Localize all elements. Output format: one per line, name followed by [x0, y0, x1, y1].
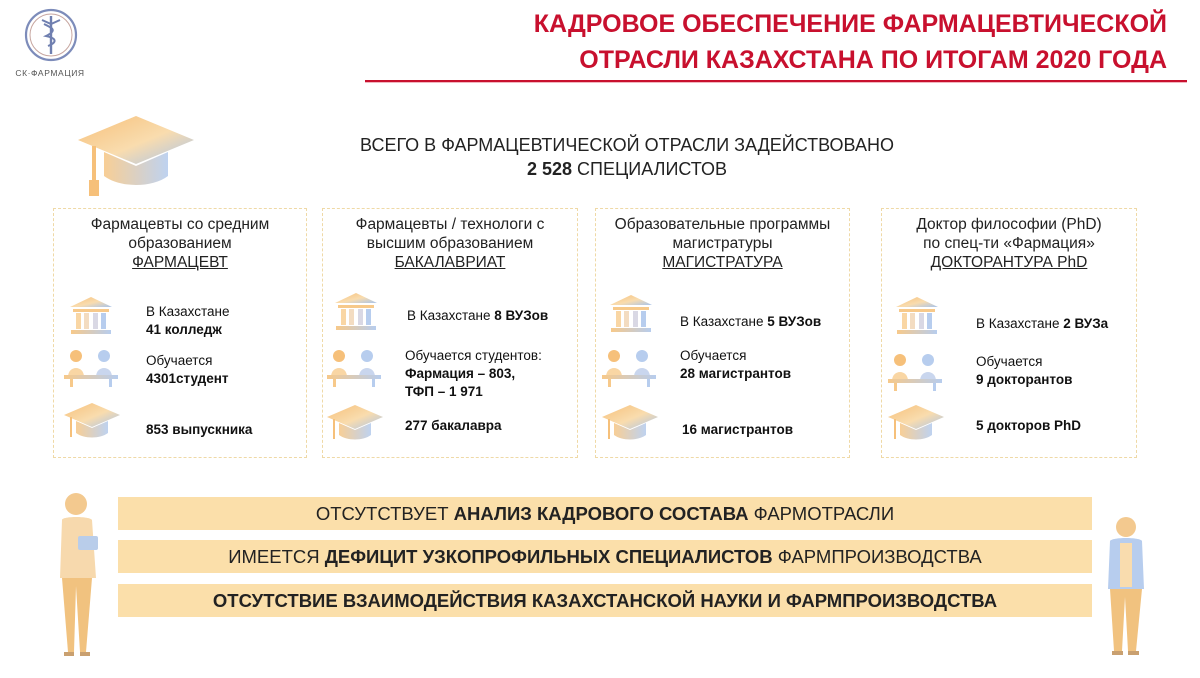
graduates-value: 5 докторов PhD — [976, 418, 1082, 433]
card-header-line2: магистратуры — [672, 235, 773, 252]
card-level: МАГИСТРАТУРА — [662, 254, 783, 271]
total-line1: ВСЕГО В ФАРМАЦЕВТИЧЕСКОЙ ОТРАСЛИ ЗАДЕЙСТВОВАНО — [360, 135, 894, 155]
students-row — [596, 347, 849, 397]
page-title-line1: КАДРОВОЕ ОБЕСПЕЧЕНИЕ ФАРМАЦЕВТИЧЕСКОЙ — [533, 10, 1167, 38]
card-header-line1: Фармацевты со средним — [90, 216, 270, 233]
graduation-cap-icon — [325, 403, 385, 447]
total-specialists — [300, 133, 954, 181]
university-building-icon — [894, 295, 940, 337]
students-at-desk-icon — [327, 347, 381, 387]
students-row — [54, 347, 306, 397]
students-at-desk-icon — [602, 347, 656, 387]
card-header-line2: высшим образованием — [366, 235, 534, 252]
students-value: 28 магистрантов — [680, 366, 792, 381]
students-label: Обучается — [976, 354, 1043, 369]
issue-bar-2 — [118, 540, 1092, 573]
card-level: ДОКТОРАНТУРА PhD — [930, 254, 1088, 271]
total-unit: СПЕЦИАЛИСТОВ — [577, 159, 727, 179]
caduceus-icon — [22, 6, 80, 64]
issue-bar-suffix: ФАРМОТРАСЛИ — [748, 503, 895, 524]
students-at-desk-icon — [888, 351, 942, 391]
issue-bar-prefix: ИМЕЕТСЯ — [228, 546, 325, 567]
students-at-desk-icon — [64, 347, 118, 387]
institutions-text — [407, 307, 548, 325]
students-value-2: ТФП – 1 971 — [405, 384, 483, 399]
graduates-value: 277 бакалавра — [405, 418, 502, 433]
issue-bar-3 — [118, 584, 1092, 617]
students-value: Фармация – 803, — [405, 366, 516, 381]
students-row — [882, 351, 1136, 401]
institutions-row — [596, 293, 849, 343]
graduates-row — [54, 401, 306, 451]
page-title — [447, 6, 1167, 78]
card-header — [323, 215, 577, 272]
man-figure-icon — [1100, 515, 1150, 657]
graduates-row — [323, 403, 577, 453]
university-building-icon — [68, 295, 114, 337]
institutions-value: 41 колледж — [146, 322, 222, 337]
students-value: 9 докторантов — [976, 372, 1073, 387]
institutions-label: В Казахстане — [680, 314, 764, 329]
institutions-value: 8 ВУЗов — [494, 308, 549, 323]
issue-bar-prefix: ОТСУТСТВУЕТ — [315, 503, 454, 524]
graduates-row — [596, 403, 849, 453]
issue-bar-1 — [118, 497, 1092, 530]
woman-figure-icon — [52, 490, 104, 658]
page-title-line2: ОТРАСЛИ КАЗАХСТАНА ПО ИТОГАМ 2020 ГОДА — [579, 46, 1167, 74]
card-level: БАКАЛАВРИАТ — [394, 254, 506, 271]
card-phd — [881, 208, 1137, 458]
students-label: Обучается — [146, 353, 213, 368]
card-header — [596, 215, 849, 272]
institutions-label: В Казахстане — [146, 304, 230, 319]
card-header-line1: Доктор философии (PhD) — [916, 216, 1102, 233]
total-number: 2 528 — [526, 159, 573, 179]
graduates-value: 853 выпускника — [146, 422, 253, 437]
card-header-line1: Образовательные программы — [614, 216, 831, 233]
card-header — [54, 215, 306, 272]
card-header — [882, 215, 1136, 272]
logo — [8, 6, 92, 80]
issue-bar-suffix: ФАРМПРОИЗВОДСТВА — [772, 546, 982, 567]
title-underline-shadow — [365, 82, 1187, 83]
students-value: 4301студент — [146, 371, 229, 386]
graduation-cap-icon — [76, 114, 196, 200]
graduation-cap-icon — [886, 403, 946, 447]
card-header-line1: Фармацевты / технологи с — [355, 216, 545, 233]
graduates-value: 16 магистрантов — [682, 422, 794, 437]
total-line2 — [300, 157, 954, 181]
issue-bar-bold: АНАЛИЗ КАДРОВОГО СОСТАВА — [453, 503, 749, 524]
card-master — [595, 208, 850, 458]
institutions-label: В Казахстане — [407, 308, 491, 323]
graduation-cap-icon — [600, 403, 660, 447]
issue-bar-bold: ДЕФИЦИТ УЗКОПРОФИЛЬНЫХ СПЕЦИАЛИСТОВ — [324, 546, 773, 567]
students-label: Обучается — [680, 348, 747, 363]
card-header-line2: образованием — [128, 235, 232, 252]
card-level: ФАРМАЦЕВТ — [132, 254, 228, 271]
institutions-label: В Казахстане — [976, 316, 1060, 331]
logo-text: СК·ФАРМАЦИЯ — [15, 68, 85, 78]
card-pharmacist — [53, 208, 307, 458]
institutions-value: 5 ВУЗов — [767, 314, 822, 329]
institutions-row — [882, 295, 1136, 345]
graduates-row — [882, 403, 1136, 453]
institutions-text — [680, 313, 821, 331]
graduation-cap-icon — [62, 401, 122, 445]
institutions-row — [323, 291, 577, 341]
card-header-line2: по спец-ти «Фармация» — [923, 235, 1095, 252]
issue-bar-bold: ОТСУТСТВИЕ ВЗАИМОДЕЙСТВИЯ КАЗАХСТАНСКОЙ НАУКИ И ФАРМПРОИЗВОДСТВА — [212, 590, 998, 611]
university-building-icon — [333, 291, 379, 333]
institutions-row — [54, 295, 306, 345]
university-building-icon — [608, 293, 654, 335]
students-label: Обучается студентов: — [405, 348, 542, 363]
institutions-value: 2 ВУЗа — [1063, 316, 1109, 331]
card-bachelor — [322, 208, 578, 458]
institutions-text — [976, 315, 1108, 333]
students-row — [323, 347, 577, 397]
